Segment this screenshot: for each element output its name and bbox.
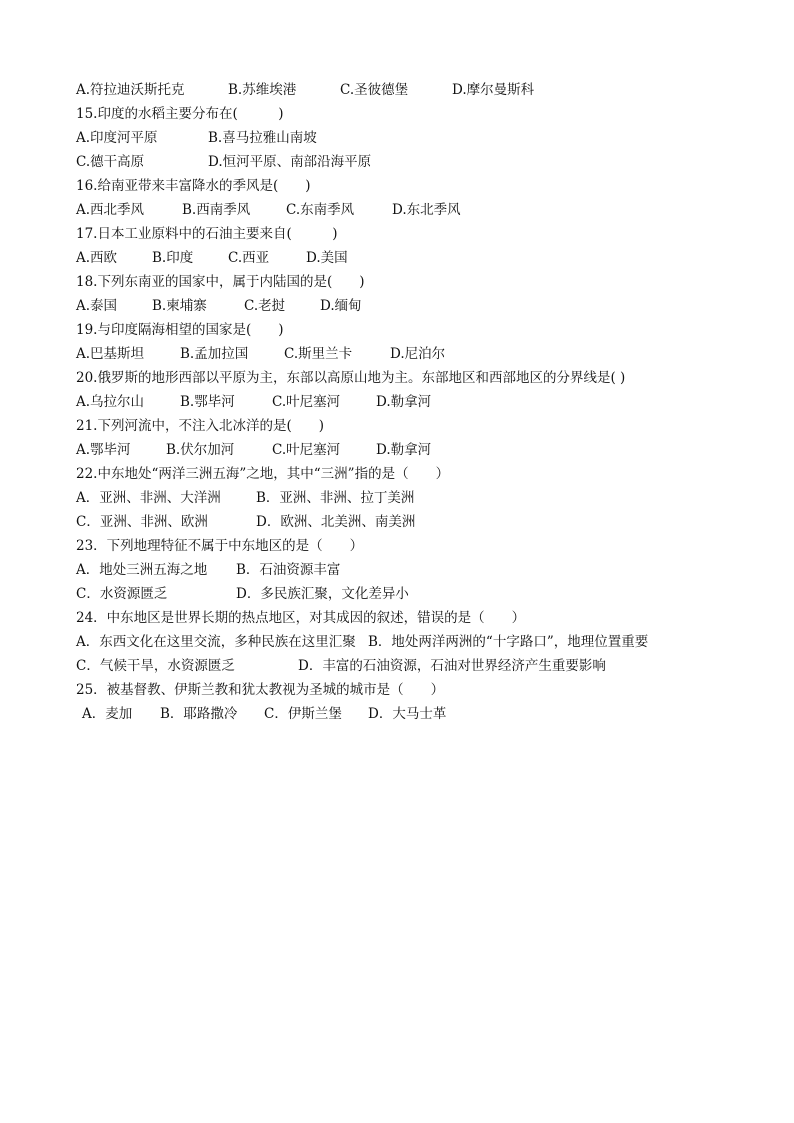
option-b: B．石油资源丰富 <box>236 562 341 578</box>
option-d: D．大马士革 <box>368 706 447 722</box>
question-21 <box>76 414 716 438</box>
option-d: D.勒拿河 <box>376 394 432 410</box>
options-row <box>76 486 716 510</box>
options-row <box>76 630 716 654</box>
question-list <box>76 78 716 726</box>
option-c: C．水资源匮乏 <box>76 586 168 602</box>
options-row <box>76 510 716 534</box>
question-24 <box>76 606 716 630</box>
question-text: 17.日本工业原料中的石油主要来自( ) <box>76 226 338 242</box>
question-text: 24．中东地区是世界长期的热点地区，对其成因的叙述，错误的是（ ） <box>76 610 526 626</box>
option-a: A.西欧 <box>76 250 118 266</box>
options-row <box>76 198 716 222</box>
option-d: D.恒河平原、南部沿海平原 <box>208 154 372 170</box>
options-row <box>76 558 716 582</box>
option-c: C．亚洲、非洲、欧洲 <box>76 514 208 530</box>
option-a: A．麦加 <box>82 706 133 722</box>
option-c: C．伊斯兰堡 <box>264 706 342 722</box>
option-a: A．东西文化在这里交流，多种民族在这里汇聚 <box>76 634 356 650</box>
option-c: C.老挝 <box>244 298 286 314</box>
question-15 <box>76 102 716 126</box>
option-a: A.乌拉尔山 <box>76 394 145 410</box>
option-b: B．地处两洋两洲的“十字路口”，地理位置重要 <box>368 634 649 650</box>
option-c: C．气候干旱，水资源匮乏 <box>76 658 235 674</box>
option-d: D．丰富的石油资源，石油对世界经济产生重要影响 <box>298 658 606 674</box>
option-b: B.鄂毕河 <box>180 394 235 410</box>
option-d: D.摩尔曼斯科 <box>452 82 535 98</box>
question-text: 21.下列河流中，不注入北冰洋的是( ) <box>76 418 325 434</box>
option-a: A．亚洲、非洲、大洋洲 <box>76 490 221 506</box>
question-20 <box>76 366 716 390</box>
options-row <box>76 582 716 606</box>
option-a: A.鄂毕河 <box>76 442 131 458</box>
option-c: C.西亚 <box>228 250 270 266</box>
option-b: B.印度 <box>152 250 194 266</box>
options-row <box>76 390 716 414</box>
option-c: C.斯里兰卡 <box>284 346 353 362</box>
option-a: A.印度河平原 <box>76 130 158 146</box>
question-text: 25．被基督教、伊斯兰教和犹太教视为圣城的城市是（ ） <box>76 682 445 698</box>
option-c: C.叶尼塞河 <box>272 442 341 458</box>
option-d: D.尼泊尔 <box>390 346 446 362</box>
option-c: C.德干高原 <box>76 154 145 170</box>
option-a: A.西北季风 <box>76 202 145 218</box>
option-b: B.柬埔寨 <box>152 298 207 314</box>
option-b: B.孟加拉国 <box>180 346 249 362</box>
option-a: A.泰国 <box>76 298 118 314</box>
options-row <box>76 438 716 462</box>
options-row <box>76 246 716 270</box>
option-d: D.东北季风 <box>392 202 461 218</box>
option-d: D．欧洲、北美洲、南美洲 <box>256 514 416 530</box>
option-d: D.缅甸 <box>320 298 362 314</box>
option-b: B.喜马拉雅山南坡 <box>208 130 317 146</box>
option-a: A.巴基斯坦 <box>76 346 145 362</box>
options-row <box>76 342 716 366</box>
question-19 <box>76 318 716 342</box>
option-b: B．耶路撒冷 <box>160 706 238 722</box>
options-row <box>76 702 716 726</box>
question-text: 20.俄罗斯的地形西部以平原为主，东部以高原山地为主。东部地区和西部地区的分界线是( ) <box>76 370 626 386</box>
question-text: 22.中东地处“两洋三洲五海”之地，其中“三洲”指的是（ ） <box>76 466 450 482</box>
question-17 <box>76 222 716 246</box>
option-c: C.叶尼塞河 <box>272 394 341 410</box>
option-b: B.西南季风 <box>182 202 251 218</box>
question-text: 16.给南亚带来丰富降水的季风是( ) <box>76 178 311 194</box>
option-d: D.美国 <box>306 250 348 266</box>
options-row <box>76 126 716 150</box>
option-c: C.东南季风 <box>286 202 355 218</box>
option-d: D．多民族汇聚，文化差异小 <box>236 586 409 602</box>
option-a: A．地处三洲五海之地 <box>76 562 208 578</box>
question-text: 23．下列地理特征不属于中东地区的是（ ） <box>76 538 364 554</box>
question-text: 19.与印度隔海相望的国家是( ) <box>76 322 284 338</box>
options-row <box>76 654 716 678</box>
options-row <box>76 78 716 102</box>
question-18 <box>76 270 716 294</box>
options-row <box>76 150 716 174</box>
option-a: A.符拉迪沃斯托克 <box>76 82 185 98</box>
question-text: 18.下列东南亚的国家中，属于内陆国的是( ) <box>76 274 365 290</box>
option-c: C.圣彼德堡 <box>340 82 409 98</box>
question-25 <box>76 678 716 702</box>
option-b: B．亚洲、非洲、拉丁美洲 <box>256 490 415 506</box>
question-22 <box>76 462 716 486</box>
options-row <box>76 294 716 318</box>
option-d: D.勒拿河 <box>376 442 432 458</box>
question-23 <box>76 534 716 558</box>
option-b: B.苏维埃港 <box>228 82 297 98</box>
question-text: 15.印度的水稻主要分布在( ) <box>76 106 284 122</box>
option-b: B.伏尔加河 <box>166 442 235 458</box>
question-16 <box>76 174 716 198</box>
